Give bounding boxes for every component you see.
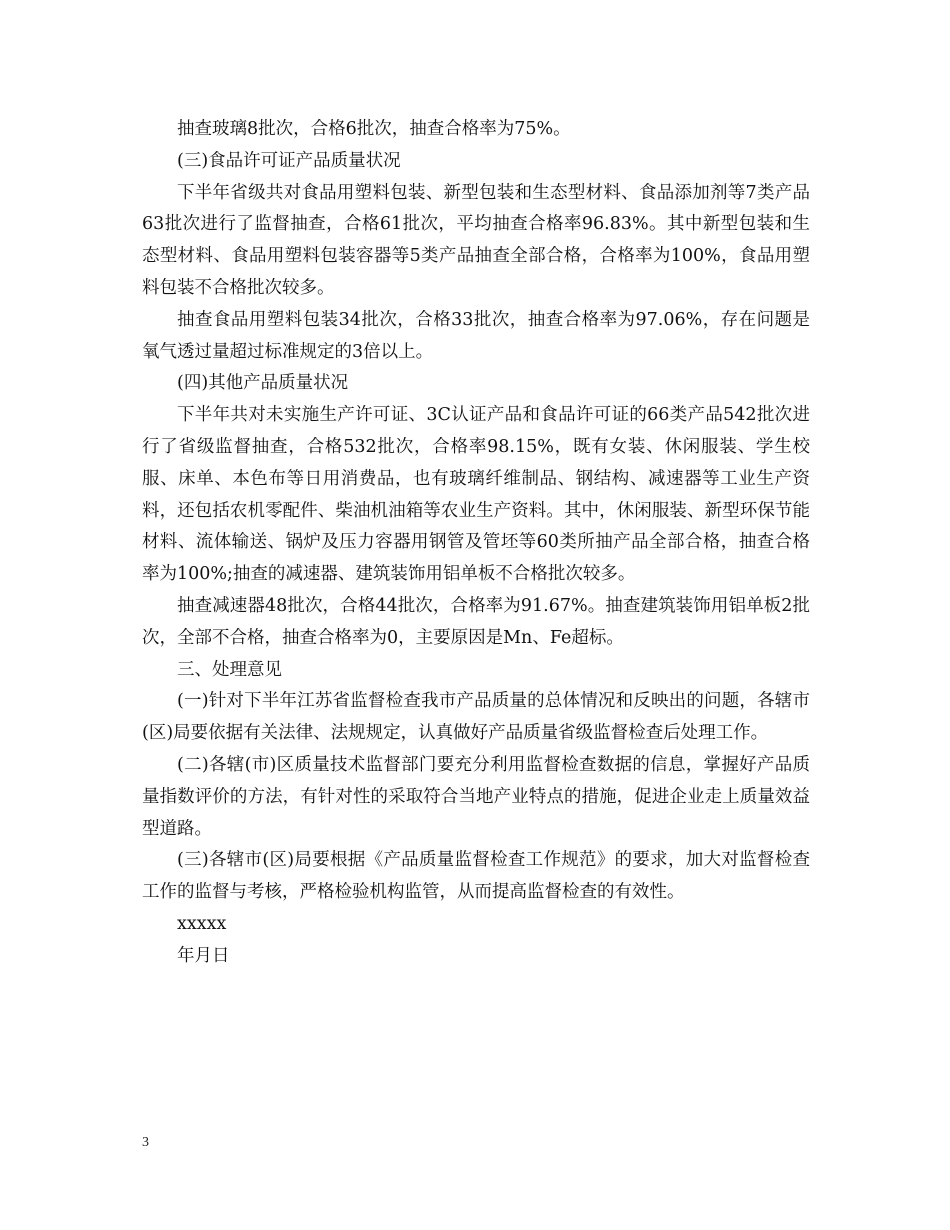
heading-handling-opinions: 三、处理意见	[177, 659, 282, 680]
paragraph-food-license-summary: 下半年省级共对食品用塑料包装、新型包装和生态型材料、食品添加剂等7类产品63批次进行了监督抽查，合格61批次，平均抽查合格率96.83%。其中新型包装和生态型材料、食品用塑料包装容器等5类产品抽查全部合格，合格率为100%，食品用塑料包装不合格批次较多。	[142, 182, 810, 298]
paragraph-opinion-2: (二)各辖(市)区质量技术监督部门要充分利用监督检查数据的信息，掌握好产品质量指数评价的方法，有针对性的采取符合当地产业特点的措施，促进企业走上质量效益型道路。	[142, 754, 810, 839]
page-number: 3	[142, 1135, 149, 1150]
paragraph-opinion-1: (一)针对下半年江苏省监督检查我市产品质量的总体情况和反映出的问题，各辖市(区)局要依据有关法律、法规规定，认真做好产品质量省级监督检查后处理工作。	[142, 691, 810, 744]
paragraph-other-products-summary: 下半年共对未实施生产许可证、3C认证产品和食品许可证的66类产品542批次进行了省级监督抽查，合格532批次，合格率98.15%，既有女装、休闲服装、学生校服、床单、本色布等日用消费品，也有玻璃纤维制品、钢结构、减速器等工业生产资料，还包括农机零配件、柴油机油箱等农业生产资料。其中，休闲服装、新型环保节能材料、流体输送、锅炉及压力容器用钢管及管坯等60类所抽产品全部合格，抽查合格率为100%;抽查的减速器、建筑装饰用铝单板不合格批次较多。	[142, 405, 810, 585]
paragraph-reducer-result: 抽查减速器48批次，合格44批次，合格率为91.67%。抽查建筑装饰用铝单板2批次，全部不合格，抽查合格率为0，主要原因是Mn、Fe超标。	[142, 595, 810, 648]
document-body	[142, 114, 810, 973]
paragraph-glass-result: 抽查玻璃8批次，合格6批次，抽查合格率为75%。	[177, 119, 571, 139]
heading-other-products: (四)其他产品质量状况	[177, 373, 349, 394]
paragraph-food-plastic-result: 抽查食品用塑料包装34批次，合格33批次，抽查合格率为97.06%，存在问题是氧气透过量超过标准规定的3倍以上。	[142, 309, 810, 362]
signature-date: 年月日	[177, 945, 230, 966]
heading-food-license: (三)食品许可证产品质量状况	[177, 150, 401, 171]
signature-name: xxxxx	[177, 913, 227, 934]
paragraph-opinion-3: (三)各辖市(区)局要根据《产品质量监督检查工作规范》的要求，加大对监督检查工作的监督与考核，严格检验机构监管，从而提高监督检查的有效性。	[142, 850, 810, 903]
